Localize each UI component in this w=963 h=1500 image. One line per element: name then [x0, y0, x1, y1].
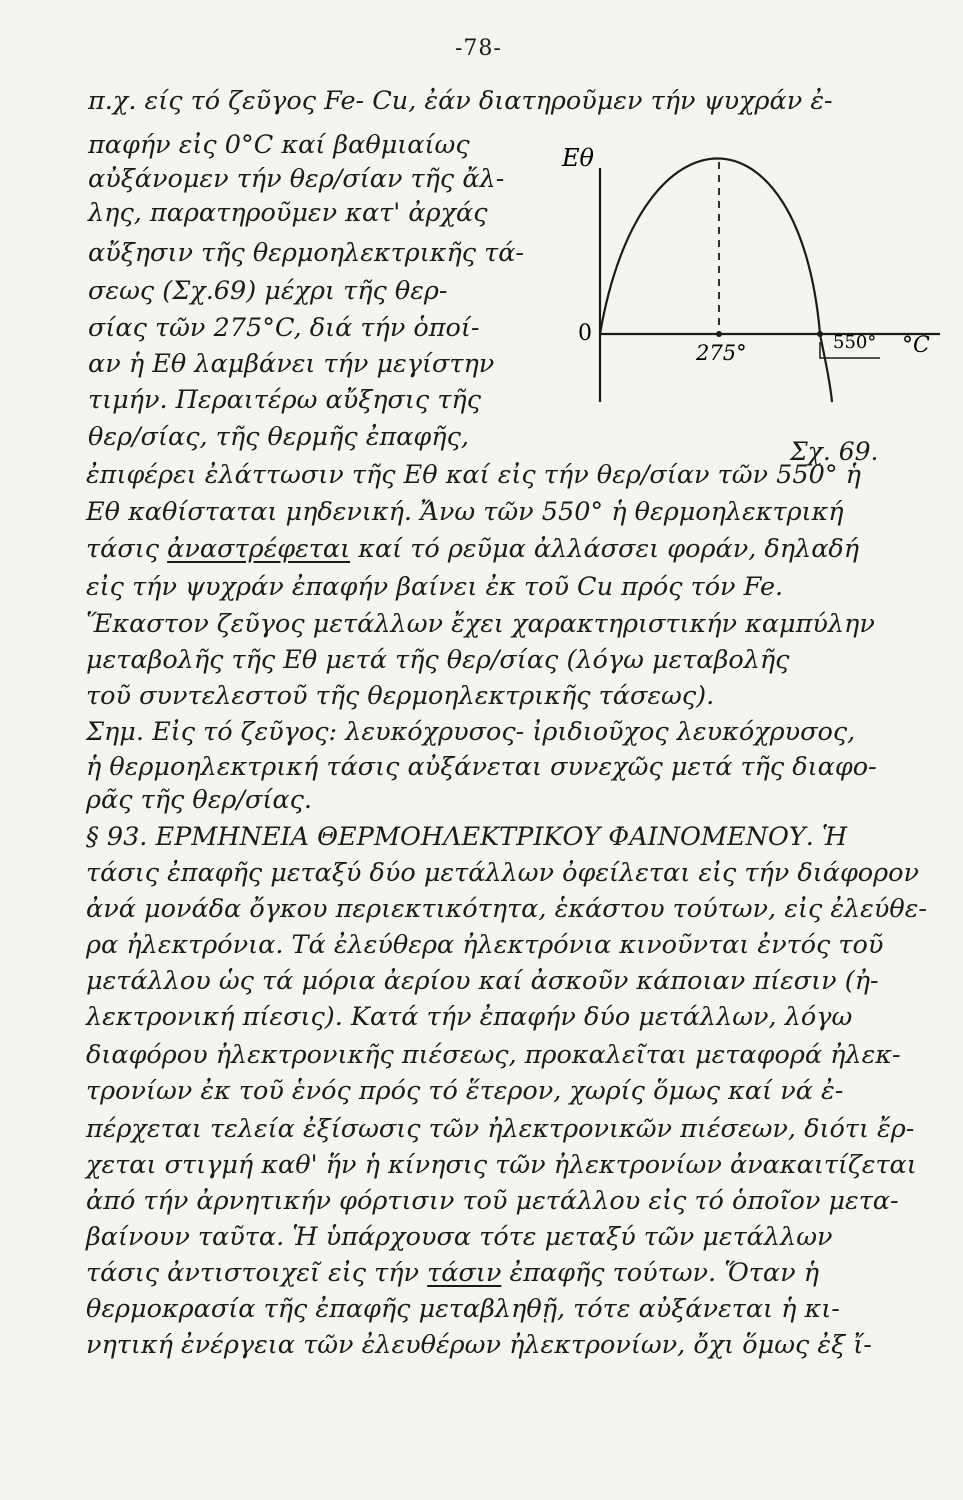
text-line: ἐπιφέρει ἐλάττωσιν τῆς Eθ καί εἰς τήν θερ/σίαν τῶν 550° ἡ — [86, 460, 861, 490]
underlined-term: ἀναστρέφεται — [167, 534, 351, 564]
text-line: ρᾶς τῆς θερ/σίας. — [86, 785, 313, 815]
text-line: εἰς τήν ψυχράν ἐπαφήν βαίνει ἐκ τοῦ Cu πρός τόν Fe. — [86, 572, 784, 602]
emf-curve — [600, 159, 832, 403]
text-line: τιμήν. Περαιτέρω αὔξησις τῆς — [88, 385, 481, 415]
text-line: αν ἡ Eθ λαμβάνει τήν μεγίστην — [88, 349, 495, 379]
section-heading-line: § 93. ΕΡΜΗΝΕΙΑ ΘΕΡΜΟΗΛΕΚΤΡΙΚΟΥ ΦΑΙΝΟΜΕΝΟΥ. Ἡ — [86, 822, 848, 852]
text-line: χεται στιγμή καθ' ἥν ἡ κίνησις τῶν ἠλεκτρονίων ἀνακαιτίζεται — [86, 1150, 917, 1180]
page-number: -78- — [455, 36, 502, 61]
text-line: πέρχεται τελεία ἐξίσωσις τῶν ἠλεκτρονικῶν πιέσεων, διότι ἔρ- — [86, 1114, 915, 1144]
origin-label: 0 — [578, 321, 592, 346]
text-line: τοῦ συντελεστοῦ τῆς θερμοηλεκτρικῆς τάσεως). — [86, 681, 715, 711]
text-line: τάσις ἀντιστοιχεῖ εἰς τήν τάσιν ἐπαφῆς τούτων. Ὅταν ἡ — [86, 1258, 820, 1288]
text-line: αὐξάνομεν τήν θερ/σίαν τῆς ἄλ- — [88, 164, 505, 194]
text-line: αὔξησιν τῆς θερμοηλεκτρικῆς τά- — [88, 238, 525, 268]
text-line: σεως (Σχ.69) μέχρι τῆς θερ- — [88, 276, 448, 306]
peak-temperature-label: 275° — [696, 341, 747, 365]
text-line: θερμοκρασία τῆς ἐπαφῆς μεταβληθῇ, τότε αὐξάνεται ἡ κι- — [86, 1294, 840, 1324]
text-line: βαίνουν ταῦτα. Ἡ ὑπάρχουσα τότε μεταξύ τῶν μετάλλων — [86, 1222, 833, 1252]
text-line: νητική ἐνέργεια τῶν ἐλευθέρων ἠλεκτρονίων, ὄχι ὅμως ἐξ ἴ- — [86, 1330, 872, 1360]
text-line: ἀπό τήν ἀρνητικήν φόρτισιν τοῦ μετάλλου εἰς τό ὁποῖον μετα- — [86, 1186, 899, 1216]
text-line: μεταβολῆς τῆς Eθ μετά τῆς θερ/σίας (λόγω μεταβολῆς — [86, 645, 790, 675]
text-line: ρα ἠλεκτρόνια. Τά ἐλεύθερα ἠλεκτρόνια κινοῦνται ἐντός τοῦ — [86, 930, 884, 960]
text-line: ἀνά μονάδα ὄγκου περιεκτικότητα, ἑκάστου τούτων, εἰς ἐλεύθε- — [86, 894, 928, 924]
text-line: τρονίων ἐκ τοῦ ἑνός πρός τό ἕτερον, χωρίς ὅμως καί νά ἐ- — [86, 1076, 844, 1106]
figure-caption: Σχ. 69. — [790, 437, 879, 466]
temperature-unit-label: °C — [902, 333, 930, 358]
text-line: τάσις ἀναστρέφεται καί τό ρεῦμα ἀλλάσσει φοράν, δηλαδή — [86, 534, 860, 564]
text-line: ἡ θερμοηλεκτρική τάσις αὐξάνεται συνεχῶς μετά τῆς διαφο- — [86, 752, 877, 782]
text-line: Σημ. Εἰς τό ζεῦγος: λευκόχρυσος- ἰριδιοῦχος λευκόχρυσος, — [86, 717, 856, 747]
peak-point — [716, 331, 722, 337]
text-line: παφήν εἰς 0°C καί βαθμιαίως — [88, 130, 470, 160]
text-line: θερ/σίας, τῆς θερμῆς ἐπαφῆς, — [88, 422, 469, 452]
thermoelectric-curve-figure — [520, 140, 940, 470]
text-line: τάσις ἐπαφῆς μεταξύ δύο μετάλλων ὀφείλεται εἰς τήν διάφορον — [86, 858, 920, 888]
text-line: π.χ. είς τό ζεῦγος Fe- Cu, ἐάν διατηροῦμεν τήν ψυχράν ἐ- — [88, 86, 833, 116]
zero-crossing-point — [817, 331, 823, 337]
text-line: Ἕκαστον ζεῦγος μετάλλων ἔχει χαρακτηριστικήν καμπύλην — [86, 609, 875, 639]
text-line: σίας τῶν 275°C, διά τήν ὁποί- — [88, 313, 480, 343]
text-line: λης, παρατηροῦμεν κατ' ἀρχάς — [88, 198, 488, 228]
text-line: λεκτρονική πίεσις). Κατά τήν ἐπαφήν δύο μετάλλων, λόγω — [86, 1002, 853, 1032]
zero-temperature-label: 550° — [833, 332, 877, 353]
text-line: μετάλλου ὡς τά μόρια ἀερίου καί ἀσκοῦν κάποιαν πίεσιν (ἠ- — [86, 966, 879, 996]
text-line: Eθ καθίσταται μηδενική. Ἄνω τῶν 550° ἡ θερμοηλεκτρική — [86, 497, 844, 527]
text-line: διαφόρου ἠλεκτρονικῆς πιέσεως, προκαλεῖται μεταφορά ἠλεκ- — [86, 1040, 901, 1070]
y-axis-label: Eθ — [562, 144, 594, 172]
underlined-term: τάσιν — [427, 1258, 502, 1288]
